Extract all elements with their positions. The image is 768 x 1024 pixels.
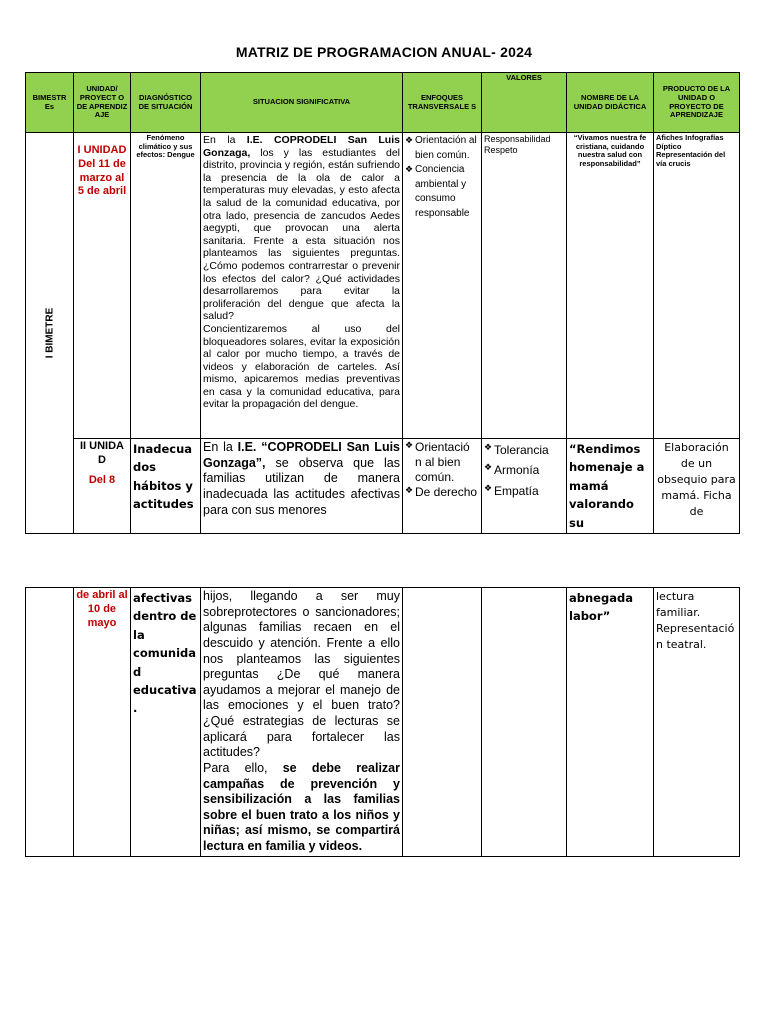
unit-2-situacion-cont bbox=[201, 588, 403, 857]
header-producto: PRODUCTO DE LA UNIDAD O PROYECTO DE APRENDIZAJE bbox=[654, 73, 740, 133]
situacion-body: se observa que las familias utilizan de manera inadecuada las actitudes afectivas para con sus menores bbox=[203, 455, 400, 517]
unit-2-nombre-cont: abnegada labor” bbox=[567, 588, 654, 857]
situacion-p2-intro: Para ello, bbox=[203, 760, 283, 775]
unit-1-dates: Del 11 de marzo al 5 de abril bbox=[77, 157, 127, 198]
list-item bbox=[405, 163, 479, 221]
table-row-unit-2 bbox=[26, 439, 740, 534]
valor-text: Tolerancia bbox=[494, 443, 549, 457]
list-item bbox=[484, 460, 564, 480]
unit-2-valores bbox=[482, 439, 567, 534]
unit-2-diagnostico-cont: afectivas dentro de la comunida d educativa . bbox=[131, 588, 201, 857]
situacion-cont-p2 bbox=[203, 761, 400, 855]
diamond-bullet-icon: ❖ bbox=[484, 442, 493, 452]
header-enfoques: ENFOQUES TRANSVERSALE S bbox=[403, 73, 482, 133]
page-title: MATRIZ DE PROGRAMACION ANUAL- 2024 bbox=[235, 44, 533, 60]
diamond-bullet-icon: ❖ bbox=[484, 462, 493, 473]
unit-2-situacion bbox=[201, 439, 403, 534]
bimestre-cell-empty bbox=[26, 588, 74, 857]
list-item bbox=[405, 134, 479, 163]
situacion-body: los y las estudiantes del distrito, provincia y región, están sufriendo la presencia de la ola de calor a temperaturas muy elevadas, y esto afecta la salud de la comunidad educativa, por otra lado, presencia de zancudos Aedes aegypti, que provocan una alerta sanitaria. Frente a esta situación nos planteamos las siguientes preguntas. ¿Cómo podemos contrarrestar o prevenir los efectos del calor? ¿Qué actividades desarrollaremos para evitar la proliferación del dengue que afecta la salud? bbox=[203, 146, 400, 323]
enfoque-text: Orientació n al bien común. bbox=[415, 440, 470, 484]
unit-1-diagnostico: Fenómeno climático y sus efectos: Dengue bbox=[131, 133, 201, 439]
unit-2-nombre: “Rendimos homenaje a mamá valorando su bbox=[567, 439, 654, 534]
header-situacion: SITUACION SIGNIFICATIVA bbox=[201, 73, 403, 133]
unit-1-situacion-p1 bbox=[203, 134, 400, 323]
diamond-bullet-icon: ❖ bbox=[405, 440, 414, 450]
diamond-bullet-icon: ❖ bbox=[405, 485, 414, 495]
situacion-school-name: I.E. “COPRODELI San Luis Gonzaga”, bbox=[203, 440, 400, 470]
situacion-intro: En la bbox=[203, 440, 238, 454]
table-row-unit-2-continued bbox=[26, 588, 740, 857]
unit-2-cell bbox=[74, 439, 131, 534]
unit-1-nombre: “Vivamos nuestra fe cristiana, cuidando nuestra salud con responsabilidad” bbox=[567, 133, 654, 439]
unit-2-diagnostico: Inadecua dos hábitos y actitudes bbox=[131, 439, 201, 534]
enfoque-text: Conciencia ambiental y consumo responsable bbox=[415, 164, 470, 219]
list-item bbox=[484, 481, 564, 501]
unit-1-valores: Responsabilidad Respeto bbox=[482, 133, 567, 439]
unit-1-producto: Afiches Infografías Díptico Representación del vía crucis bbox=[654, 133, 740, 439]
situacion-cont-p1: hijos, llegando a ser muy sobreprotectores o sancionadores; algunas familias recaen en el descuido y atención. Frente a ello nos planteamos las siguientes preguntas ¿De qué manera ayudamos a mejorar el manejo de las emociones y el buen trato? ¿Qué estrategias de lecturas se aplicará para fortalecer las actitudes? bbox=[203, 589, 400, 760]
unit-2-valores-cont bbox=[482, 588, 567, 857]
list-item bbox=[405, 485, 479, 500]
unit-1-situacion bbox=[201, 133, 403, 439]
unit-1-cell bbox=[74, 133, 131, 439]
diamond-bullet-icon: ❖ bbox=[405, 135, 414, 145]
program-matrix-table bbox=[25, 72, 740, 534]
program-matrix-table-continued bbox=[25, 587, 740, 857]
header-diagnostico: DIAGNÓSTICO DE SITUACIÓN bbox=[131, 73, 201, 133]
unit-2-enfoques bbox=[403, 439, 482, 534]
unit-1-label: I UNIDAD bbox=[77, 144, 127, 156]
valor-text: Empatía bbox=[494, 483, 539, 498]
unit-2-label: II UNIDA D bbox=[80, 440, 124, 466]
diamond-bullet-icon: ❖ bbox=[405, 164, 414, 174]
enfoque-text: Orientación al bien común. bbox=[415, 135, 477, 161]
unit-2-dates: Del 8 bbox=[88, 473, 116, 486]
situacion-p2-bold: se debe realizar campañas de prevención y sensibilización a las familias sobre el buen trato a los niños y niñas; así mismo, se compartirá lectura en familia y videos. bbox=[203, 760, 400, 853]
diamond-bullet-icon: ❖ bbox=[484, 482, 493, 493]
situacion-intro: En la bbox=[203, 134, 247, 146]
header-nombre: NOMBRE DE LA UNIDAD DIDÁCTICA bbox=[567, 73, 654, 133]
unit-2-producto-cont: lectura familiar. Representació n teatral. bbox=[654, 588, 740, 857]
unit-1-situacion-p2: Concientizaremos al uso del bloqueadores solares, evitar la exposición al calor por mucho tiempo, a través de videos y elaboración de carteles. Así mismo, apicaremos medias preventivas en casa y la comunidad educativa, para evitar la propagación del dengue. bbox=[203, 322, 400, 411]
table-row-unit-1 bbox=[26, 133, 740, 439]
header-unidad: UNIDAD/ PROYECT O DE APRENDIZ AJE bbox=[74, 73, 131, 133]
bimestre-label: I BIMETRE bbox=[44, 307, 55, 359]
header-bimestres: BIMESTR Es bbox=[26, 73, 74, 133]
unit-2-dates-cont: de abril al 10 de mayo bbox=[74, 588, 131, 857]
situacion-school-name: I.E. COPRODELI San Luis Gonzaga, bbox=[203, 134, 400, 159]
unit-2-enfoques-cont bbox=[403, 588, 482, 857]
valor-text: Armonía bbox=[494, 463, 540, 478]
header-row bbox=[26, 73, 740, 133]
header-valores: VALORES bbox=[482, 73, 567, 133]
list-item bbox=[405, 440, 479, 485]
unit-2-producto: Elaboración de un obsequio para mamá. Ficha de bbox=[654, 439, 740, 534]
list-item bbox=[484, 440, 564, 460]
unit-1-enfoques bbox=[403, 133, 482, 439]
enfoque-text: De derecho bbox=[415, 485, 478, 499]
bimestre-cell bbox=[26, 133, 74, 534]
